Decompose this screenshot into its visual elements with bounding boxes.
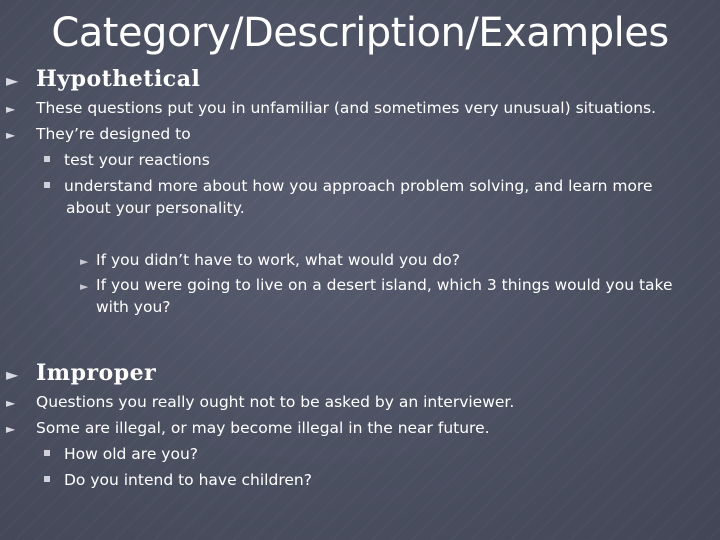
improper-heading: Improper [36,360,157,386]
slide-title: Category/Description/Examples [51,10,669,56]
square-bullet-icon [44,476,50,482]
triangle-bullet-icon: ► [80,255,89,268]
hypothetical-heading: Hypothetical [36,66,201,92]
hypothetical-sub-bullet-2 [44,177,653,195]
bullet-text: Questions you really ought not to be asked by an interviewer. [36,393,515,411]
bullet-text: These questions put you in unfamiliar (and sometimes very unusual) situations. [36,99,657,117]
example-text: If you didn’t have to work, what would you do? [96,251,460,269]
sub-bullet-text: Do you intend to have children? [64,471,312,489]
triangle-bullet-icon: ► [6,396,16,410]
triangle-bullet-icon: ► [6,102,16,116]
triangle-bullet-icon: ► [6,71,19,90]
improper-sub-bullet-2 [44,471,312,489]
improper-heading-row [6,360,156,386]
hypothetical-bullet-1 [6,99,656,117]
triangle-bullet-icon: ► [6,422,16,436]
example-continuation: with you? [96,298,171,316]
bullet-text: They’re designed to [36,125,191,143]
triangle-bullet-icon: ► [80,280,89,293]
example-1 [80,251,460,269]
improper-bullet-2 [6,419,490,437]
hypothetical-bullet-2 [6,125,191,143]
improper-bullet-1 [6,393,514,411]
bullet-text: Some are illegal, or may become illegal in the near future. [36,419,490,437]
sub-bullet-text: understand more about how you approach problem solving, and learn more [64,177,653,195]
example-text: If you were going to live on a desert island, which 3 things would you take [96,276,673,294]
improper-sub-bullet-1 [44,445,198,463]
triangle-bullet-icon: ► [6,128,16,142]
example-2 [80,276,673,294]
hypothetical-heading-row [6,66,200,92]
triangle-bullet-icon: ► [6,365,19,384]
square-bullet-icon [44,156,50,162]
sub-bullet-continuation: about your personality. [66,199,245,217]
sub-bullet-text: How old are you? [64,445,198,463]
square-bullet-icon [44,182,50,188]
hypothetical-sub-bullet-1 [44,151,210,169]
sub-bullet-text: test your reactions [64,151,210,169]
square-bullet-icon [44,450,50,456]
